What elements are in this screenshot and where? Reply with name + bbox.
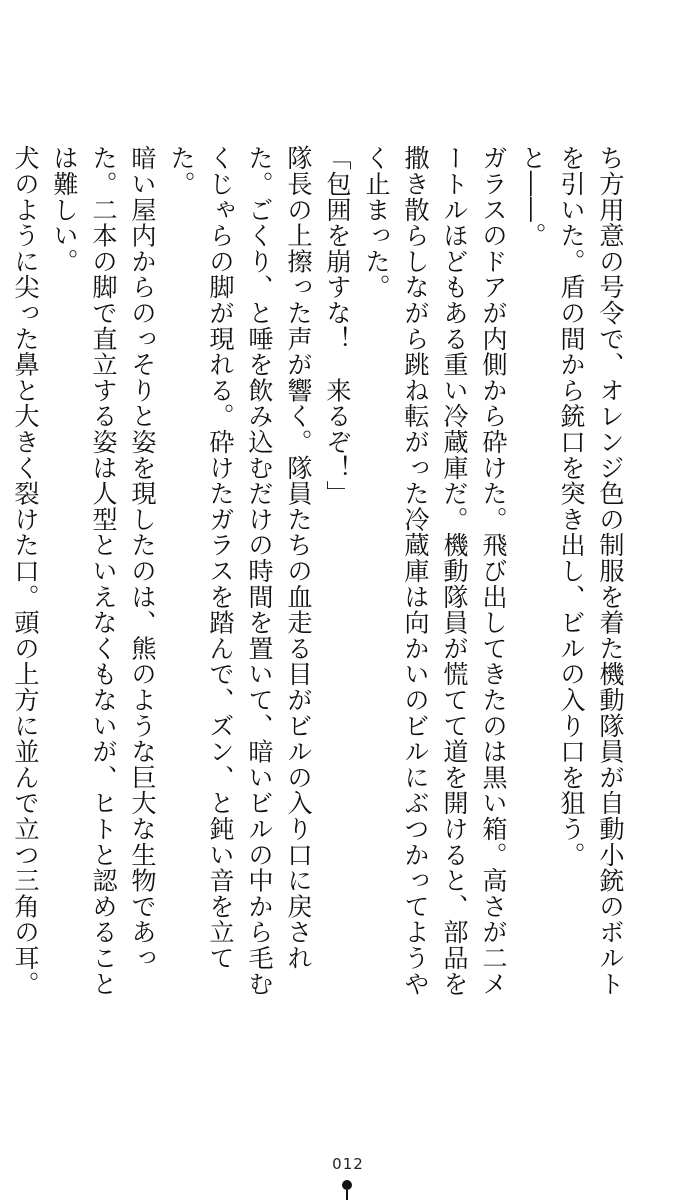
body-text bbox=[11, 145, 630, 1005]
page-marker-line bbox=[346, 1190, 348, 1200]
paragraph-5: 隊長の上擦った声が響く。隊員たちの血走る目がビルの入り口に戻された。ごくり、と唾を飲み込むだけの時間を置いて、暗いビルの中から毛むくじゃらの脚が現れる。砕けたガラスを踏んで、ズン、と鈍い音を立てた。 bbox=[167, 145, 313, 997]
paragraph-3: ガラスのドアが内側から砕けた。飛び出してきたのは黒い箱。高さが二メートルほどもある重い冷蔵庫だ。機動隊員が慌てて道を開けると、部品を撒き散らしながら跳ね転がった冷蔵庫は向かいのビルにぶつかってようやく止まった。 bbox=[362, 145, 508, 997]
paragraph-1: ち方用意の号令で、オレンジ色の制服を着た機動隊員が自動小銃のボルトを引いた。盾の間から銃口を突き出し、ビルの入り口を狙う。 bbox=[557, 145, 625, 997]
paragraph-2: と――。 bbox=[518, 145, 547, 249]
paragraph-7: 犬のように尖った鼻と大きく裂けた口。頭の上方に並んで立つ三角の耳。 bbox=[11, 145, 40, 997]
paragraph-4: 「包囲を崩すな！ 来るぞ！」 bbox=[323, 145, 352, 507]
page-marker-dot bbox=[342, 1180, 352, 1190]
page-number: 012 bbox=[332, 1155, 364, 1173]
paragraph-6: 暗い屋内からのっそりと姿を現したのは、熊のような巨大な生物であった。二本の脚で直立する姿は人型といえなくもないが、ヒトと認めることは難しい。 bbox=[50, 145, 157, 997]
